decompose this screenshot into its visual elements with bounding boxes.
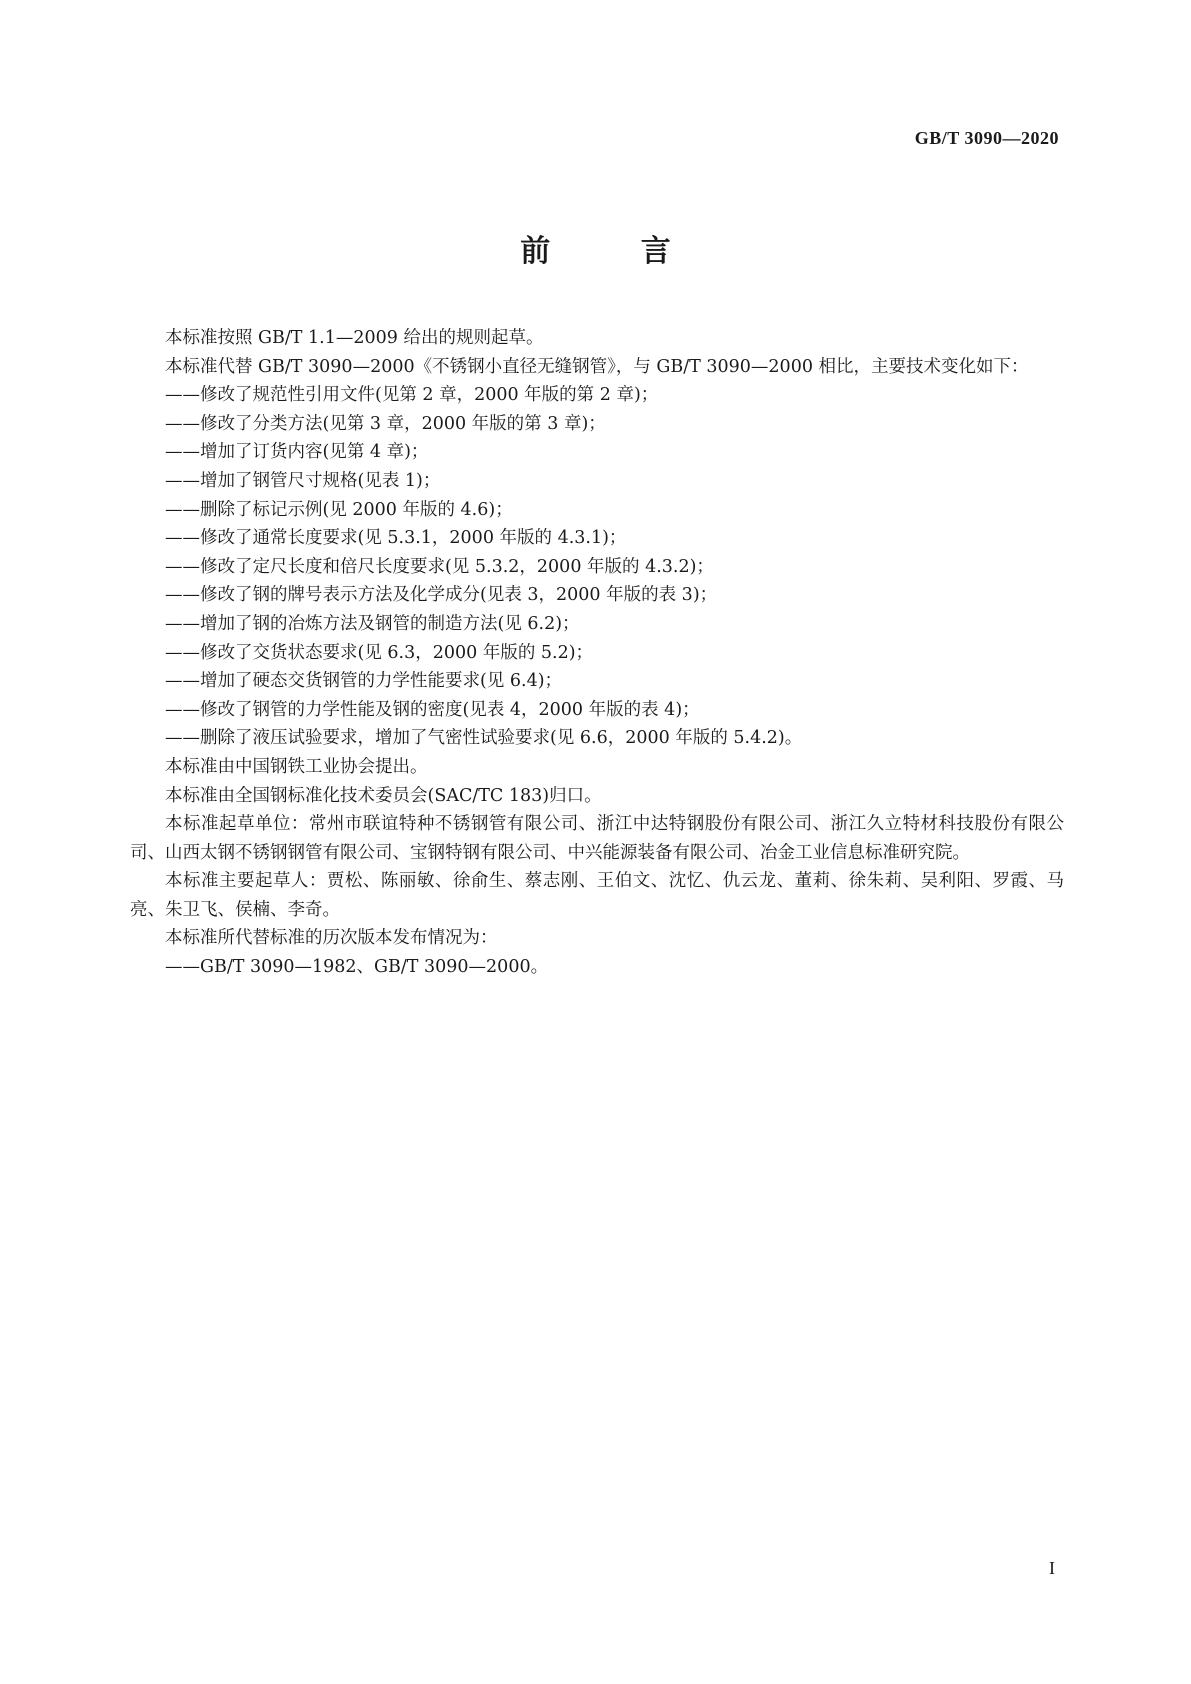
- list-item: ——修改了定尺长度和倍尺长度要求(见 5.3.2，2000 年版的 4.3.2)；: [165, 556, 714, 577]
- list-item: ——增加了订货内容(见第 4 章)；: [165, 442, 429, 463]
- paragraph-committee: 本标准由全国钢标准化技术委员会(SAC/TC 183)归口。: [165, 785, 602, 806]
- list-item: ——修改了分类方法(见第 3 章，2000 年版的第 3 章)；: [165, 413, 606, 434]
- paragraph-proposer: 本标准由中国钢铁工业协会提出。: [165, 756, 428, 777]
- list-item: ——增加了硬态交货钢管的力学性能要求(见 6.4)；: [165, 671, 563, 692]
- page-number: I: [1049, 1558, 1055, 1578]
- list-item: ——增加了钢管尺寸规格(见表 1)；: [165, 470, 441, 491]
- list-item: ——修改了规范性引用文件(见第 2 章，2000 年版的第 2 章)；: [165, 385, 659, 406]
- list-item: ——修改了交货状态要求(见 6.3，2000 年版的 5.2)；: [165, 642, 594, 663]
- page-title: 前 言: [520, 234, 711, 269]
- list-item: ——修改了通常长度要求(见 5.3.1，2000 年版的 4.3.1)；: [165, 528, 627, 549]
- list-item: ——删除了标记示例(见 2000 年版的 4.6)；: [165, 499, 513, 520]
- list-item: ——删除了液压试验要求，增加了气密性试验要求(见 6.6，2000 年版的 5.4.2)。: [165, 728, 803, 749]
- paragraph-drafting-units: 本标准起草单位：常州市联谊特种不锈钢管有限公司、浙江中达特钢股份有限公司、浙江久立特材科技股份有限公司、山西太钢不锈钢钢管有限公司、宝钢特钢有限公司、中兴能源装备有限公司、冶金工业信息标准研究院。: [130, 814, 1064, 863]
- list-item: ——修改了钢管的力学性能及钢的密度(见表 4，2000 年版的表 4)；: [165, 699, 700, 720]
- changes-list: [130, 381, 1064, 753]
- list-item: ——增加了钢的冶炼方法及钢管的制造方法(见 6.2)；: [165, 613, 580, 634]
- paragraph-history: 本标准所代替标准的历次版本发布情况为：: [165, 928, 498, 949]
- document-id: GB/T 3090—2020: [914, 128, 1059, 148]
- paragraph-drafters: 本标准主要起草人：贾松、陈丽敏、徐俞生、蔡志刚、王伯文、沈忆、仇云龙、董莉、徐朱莉、吴利阳、罗霞、马亮、朱卫飞、侯楠、李奇。: [130, 871, 1064, 920]
- document-body: [130, 324, 1064, 982]
- history-item: ——GB/T 3090—1982、GB/T 3090—2000。: [165, 957, 549, 978]
- list-item: ——修改了钢的牌号表示方法及化学成分(见表 3，2000 年版的表 3)；: [165, 585, 718, 606]
- paragraph-drafting-rules: 本标准按照 GB/T 1.1—2009 给出的规则起草。: [165, 328, 544, 348]
- paragraph-replacement: 本标准代替 GB/T 3090—2000《不锈钢小直径无缝钢管》，与 GB/T 3090—2000 相比，主要技术变化如下：: [165, 356, 1029, 377]
